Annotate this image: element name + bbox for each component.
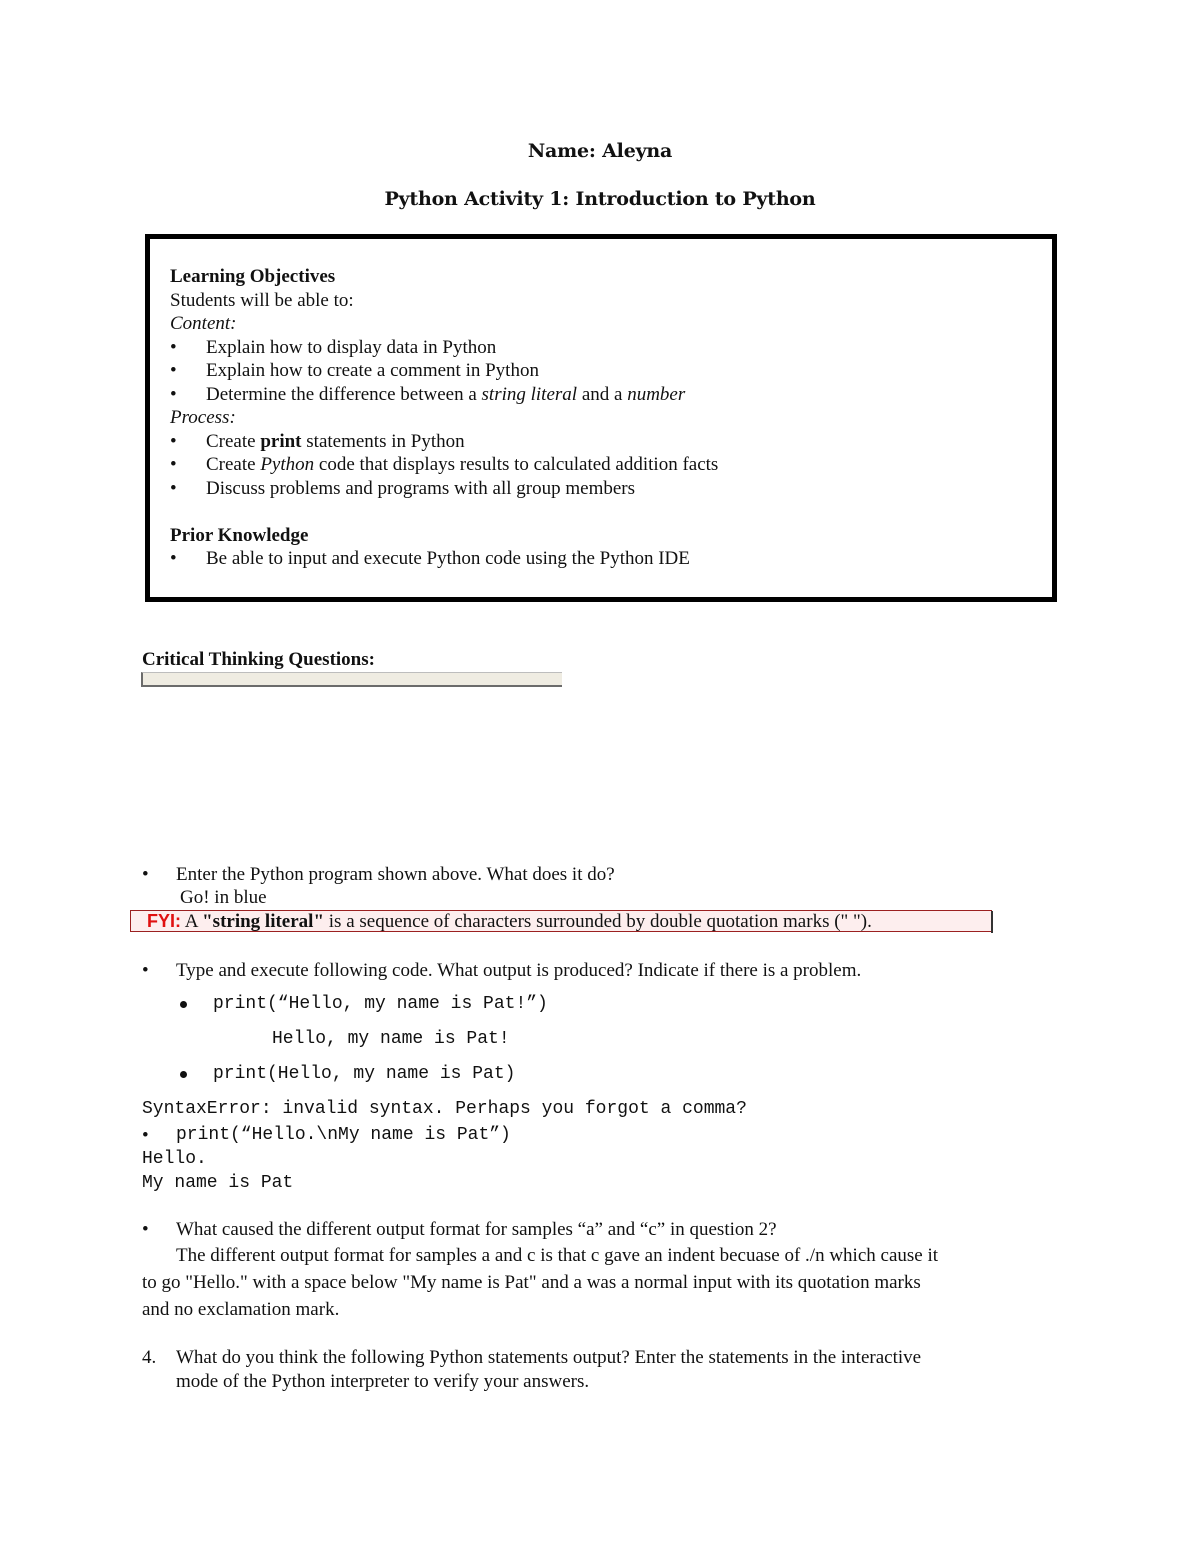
q2-bullet: •: [142, 960, 149, 981]
bullet-icon: •: [170, 548, 177, 569]
content-label: Content:: [170, 313, 237, 334]
prior-knowledge-heading: Prior Knowledge: [170, 524, 309, 546]
fyi-label: FYI:: [147, 911, 181, 931]
image-placeholder-bar: [141, 672, 562, 687]
q2-output-a: Hello, my name is Pat!: [272, 1029, 510, 1049]
objectives-intro: Students will be able to:: [170, 289, 354, 311]
q1-answer: Go! in blue: [180, 887, 267, 908]
bullet-icon: •: [170, 454, 177, 475]
q4-line1: What do you think the following Python statements output? Enter the statements in the interactive: [176, 1347, 922, 1368]
q4-number: 4.: [142, 1347, 157, 1368]
bullet-icon: •: [170, 430, 177, 452]
critical-thinking-heading: Critical Thinking Questions:: [142, 649, 375, 670]
bullet-icon: •: [170, 360, 177, 381]
q2-code-a: print(“Hello, my name is Pat!”): [180, 994, 548, 1014]
q2-question: Type and execute following code. What output is produced? Indicate if there is a problem.: [176, 960, 862, 981]
process-item-3: • Discuss problems and programs with all group members: [170, 477, 636, 499]
activity-title: Python Activity 1: Introduction to Python: [384, 188, 816, 210]
process-label: Process:: [170, 407, 236, 428]
q2-output-c-line1: Hello.: [142, 1149, 207, 1169]
learning-objectives-box: [145, 234, 1057, 602]
process-item-2: • Create Python code that displays results to calculated addition facts: [170, 454, 719, 475]
q3-answer-line2: to go "Hello." with a space below "My name is Pat" and a was a normal input with its quotation marks: [142, 1272, 921, 1293]
fyi-term: "string literal": [202, 911, 325, 932]
q3-bullet: •: [142, 1219, 149, 1240]
q2-bullet-c: •: [142, 1125, 149, 1146]
q2-code-b: print(Hello, my name is Pat): [180, 1064, 515, 1084]
bullet-dot-icon: [180, 1001, 187, 1008]
q1-bullet: •: [142, 864, 149, 885]
content-item-2: • Explain how to create a comment in Python: [170, 360, 539, 381]
content-item-1: • Explain how to display data in Python: [170, 336, 497, 358]
fyi-note: FYI: A "string literal" is a sequence of characters surrounded by double quotation marks (" ").: [130, 910, 992, 932]
q3-answer-line3: and no exclamation mark.: [142, 1299, 340, 1320]
q3-question: What caused the different output format for samples “a” and “c” in question 2?: [176, 1219, 777, 1240]
bullet-icon: •: [170, 336, 177, 358]
process-item-1: • Create print statements in Python: [170, 430, 465, 452]
q2-output-c-line2: My name is Pat: [142, 1173, 294, 1193]
bullet-icon: •: [170, 477, 177, 499]
learning-objectives-heading: Learning Objectives: [170, 266, 336, 287]
student-name: Name: Aleyna: [527, 140, 673, 162]
bullet-icon: •: [170, 383, 177, 405]
q2-code-c: print(“Hello.\nMy name is Pat”): [176, 1125, 511, 1145]
q4-line2: mode of the Python interpreter to verify your answers.: [176, 1371, 590, 1392]
prior-knowledge-item: • Be able to input and execute Python code using the Python IDE: [170, 548, 690, 569]
q1-question: Enter the Python program shown above. What does it do?: [176, 864, 615, 885]
content-item-3: • Determine the difference between a string literal and a number: [170, 383, 686, 405]
fyi-definition: is a sequence of characters surrounded by double quotation marks (" ").: [324, 911, 872, 932]
q2-output-b: SyntaxError: invalid syntax. Perhaps you forgot a comma?: [142, 1099, 747, 1119]
q3-answer-line1: The different output format for samples a and c is that c gave an indent becuase of ./n which cause it: [176, 1245, 939, 1266]
bullet-dot-icon: [180, 1071, 187, 1078]
